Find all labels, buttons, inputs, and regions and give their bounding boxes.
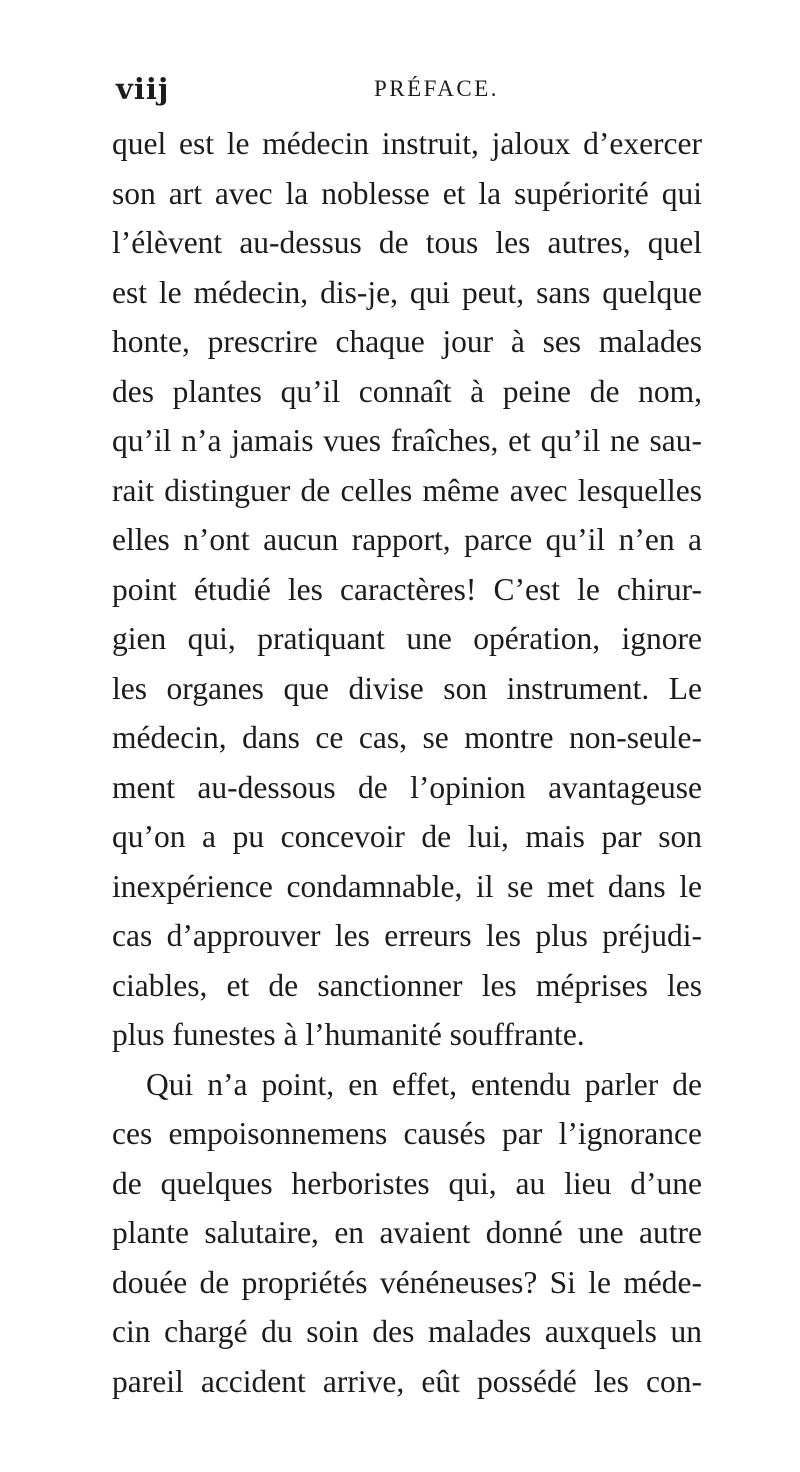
text-line: douée de propriétés vénéneuses? Si le méde- [112,1264,702,1300]
text-line: elles n’ont aucun rapport, parce qu’il n’en a [112,522,702,557]
text-line: les organes que divise son instrument. Le [112,670,702,706]
text-line: ment au-dessous de l’opinion avantageuse [112,769,702,805]
text-line: son art avec la noblesse et la supériorité qui [112,175,702,211]
paragraph-start-line: Qui n’a point, en effet, entendu parler de [146,1066,702,1102]
body-text [112,119,702,1406]
text-line: ciables, et de sanctionner les méprises les [112,967,702,1003]
text-line: qu’il n’a jamais vues fraîches, et qu’il ne sau- [112,423,702,458]
text-line: pareil accident arrive, eût possédé les con- [112,1363,702,1399]
text-line: l’élèvent au-dessus de tous les autres, quel [112,225,702,260]
text-line: ces empoisonnemens causés par l’ignorance [112,1116,702,1151]
text-line: point étudié les caractères! C’est le chirur- [112,571,702,607]
text-line: quel est le médecin instruit, jaloux d’exercer [112,126,702,161]
text-line: plus funestes à l’humanité souffrante. [112,1017,585,1052]
text-line: des plantes qu’il connaît à peine de nom, [112,373,702,409]
page-number: viij [116,72,170,106]
page-header [116,72,700,112]
text-line: inexpérience condamnable, il se met dans le [112,868,702,904]
text-line: honte, prescrire chaque jour à ses malades [112,324,702,359]
text-line: qu’on a pu concevoir de lui, mais par son [112,819,702,854]
text-line: de quelques herboristes qui, au lieu d’une [112,1165,702,1201]
text-line: rait distinguer de celles même avec lesquelles [112,472,702,508]
running-head: PRÉFACE. [374,76,500,101]
text-line: plante salutaire, en avaient donné une autre [112,1215,702,1250]
text-line: médecin, dans ce cas, se montre non-seule- [112,720,702,755]
text-line: est le médecin, dis-je, qui peut, sans quelque [112,274,702,310]
text-line: gien qui, pratiquant une opération, ignore [112,621,702,656]
text-line: cas d’approuver les erreurs les plus préjudi- [112,918,702,953]
text-line: cin chargé du soin des malades auxquels un [112,1314,702,1349]
